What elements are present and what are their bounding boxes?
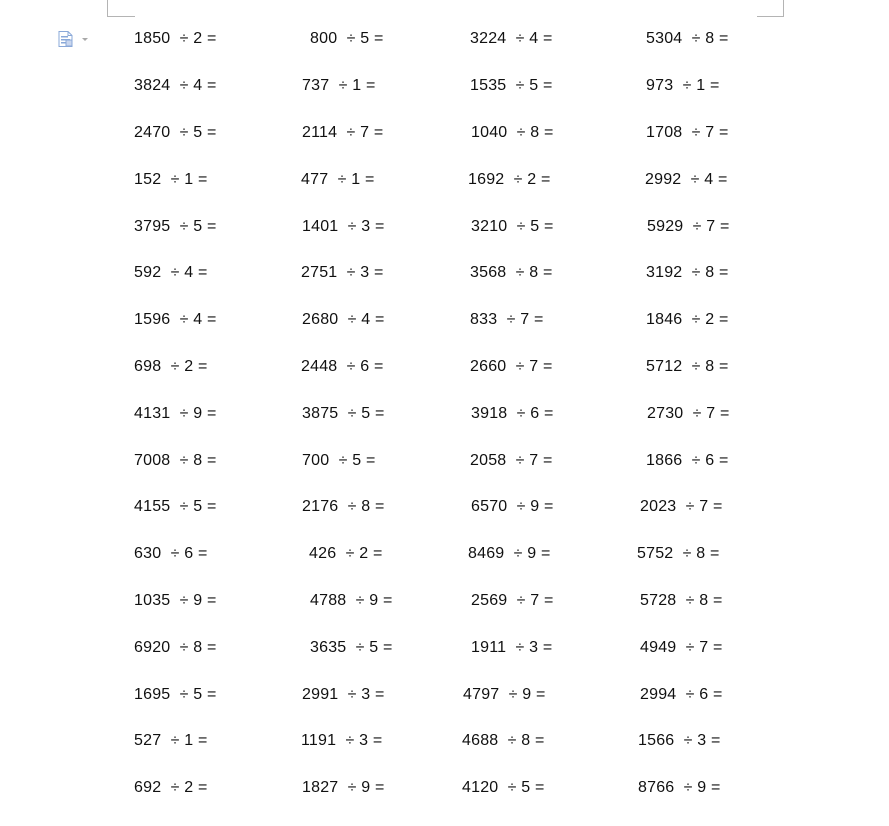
division-problem: 1035 ÷ 9 = — [134, 592, 217, 609]
division-problem: 2058 ÷ 7 = — [470, 452, 553, 469]
division-problem: 592 ÷ 4 = — [134, 264, 208, 281]
division-problem: 6920 ÷ 8 = — [134, 639, 217, 656]
division-problem: 8469 ÷ 9 = — [468, 545, 551, 562]
division-problem: 692 ÷ 2 = — [134, 779, 208, 796]
division-problem: 3635 ÷ 5 = — [310, 639, 393, 656]
division-problem: 3824 ÷ 4 = — [134, 77, 217, 94]
division-problem: 1708 ÷ 7 = — [646, 124, 729, 141]
division-problem: 698 ÷ 2 = — [134, 358, 208, 375]
page-margin-corner-left — [107, 0, 135, 17]
division-problem: 1596 ÷ 4 = — [134, 311, 217, 328]
division-problem: 1401 ÷ 3 = — [302, 218, 385, 235]
division-problem: 4131 ÷ 9 = — [134, 405, 217, 422]
division-problem: 5728 ÷ 8 = — [640, 592, 723, 609]
division-problem: 1911 ÷ 3 = — [471, 639, 553, 656]
division-problem: 1827 ÷ 9 = — [302, 779, 385, 796]
division-problem: 4788 ÷ 9 = — [310, 592, 393, 609]
division-problem: 5712 ÷ 8 = — [646, 358, 729, 375]
division-problem: 2023 ÷ 7 = — [640, 498, 723, 515]
division-problem: 3224 ÷ 4 = — [470, 30, 553, 47]
division-problem: 3918 ÷ 6 = — [471, 405, 554, 422]
division-problem: 4688 ÷ 8 = — [462, 732, 545, 749]
division-problem: 426 ÷ 2 = — [309, 545, 383, 562]
division-problem: 1695 ÷ 5 = — [134, 686, 217, 703]
division-problem: 630 ÷ 6 = — [134, 545, 208, 562]
division-problem: 1566 ÷ 3 = — [638, 732, 721, 749]
division-problem: 833 ÷ 7 = — [470, 311, 544, 328]
division-problem: 1535 ÷ 5 = — [470, 77, 553, 94]
division-problem: 2114 ÷ 7 = — [302, 124, 384, 141]
division-problem: 2470 ÷ 5 = — [134, 124, 217, 141]
division-problem: 4120 ÷ 5 = — [462, 779, 545, 796]
division-problem: 2176 ÷ 8 = — [302, 498, 385, 515]
division-problem: 1846 ÷ 2 = — [646, 311, 729, 328]
division-problem: 2751 ÷ 3 = — [301, 264, 384, 281]
division-problem: 527 ÷ 1 = — [134, 732, 208, 749]
division-problem: 2660 ÷ 7 = — [470, 358, 553, 375]
paste-options-button[interactable] — [58, 31, 90, 47]
division-problem: 1850 ÷ 2 = — [134, 30, 217, 47]
document-paste-options-icon — [58, 31, 90, 47]
division-problem: 477 ÷ 1 = — [301, 171, 375, 188]
division-problem: 5929 ÷ 7 = — [647, 218, 730, 235]
division-problem: 700 ÷ 5 = — [302, 452, 376, 469]
division-problem: 2448 ÷ 6 = — [301, 358, 384, 375]
division-problem: 1191 ÷ 3 = — [301, 732, 383, 749]
division-problem: 2992 ÷ 4 = — [645, 171, 728, 188]
division-problem: 1040 ÷ 8 = — [471, 124, 554, 141]
division-problem: 6570 ÷ 9 = — [471, 498, 554, 515]
division-problem: 8766 ÷ 9 = — [638, 779, 721, 796]
division-problem: 3568 ÷ 8 = — [470, 264, 553, 281]
division-problem: 3795 ÷ 5 = — [134, 218, 217, 235]
division-problem: 4797 ÷ 9 = — [463, 686, 546, 703]
division-problem: 3875 ÷ 5 = — [302, 405, 385, 422]
page-margin-corner-right — [757, 0, 784, 17]
division-problem: 973 ÷ 1 = — [646, 77, 720, 94]
division-problem: 2569 ÷ 7 = — [471, 592, 554, 609]
division-problem: 3192 ÷ 8 = — [646, 264, 729, 281]
division-problem: 2680 ÷ 4 = — [302, 311, 385, 328]
division-problem: 7008 ÷ 8 = — [134, 452, 217, 469]
division-problem: 5752 ÷ 8 = — [637, 545, 720, 562]
division-problem: 1866 ÷ 6 = — [646, 452, 729, 469]
division-problem: 2994 ÷ 6 = — [640, 686, 723, 703]
division-problem: 152 ÷ 1 = — [134, 171, 208, 188]
division-problem: 2730 ÷ 7 = — [647, 405, 730, 422]
division-problem: 4155 ÷ 5 = — [134, 498, 217, 515]
division-problem: 2991 ÷ 3 = — [302, 686, 385, 703]
division-problem: 737 ÷ 1 = — [302, 77, 376, 94]
division-problem: 1692 ÷ 2 = — [468, 171, 551, 188]
division-problem: 800 ÷ 5 = — [310, 30, 384, 47]
division-problem: 4949 ÷ 7 = — [640, 639, 723, 656]
division-problem: 5304 ÷ 8 = — [646, 30, 729, 47]
division-problem: 3210 ÷ 5 = — [471, 218, 554, 235]
